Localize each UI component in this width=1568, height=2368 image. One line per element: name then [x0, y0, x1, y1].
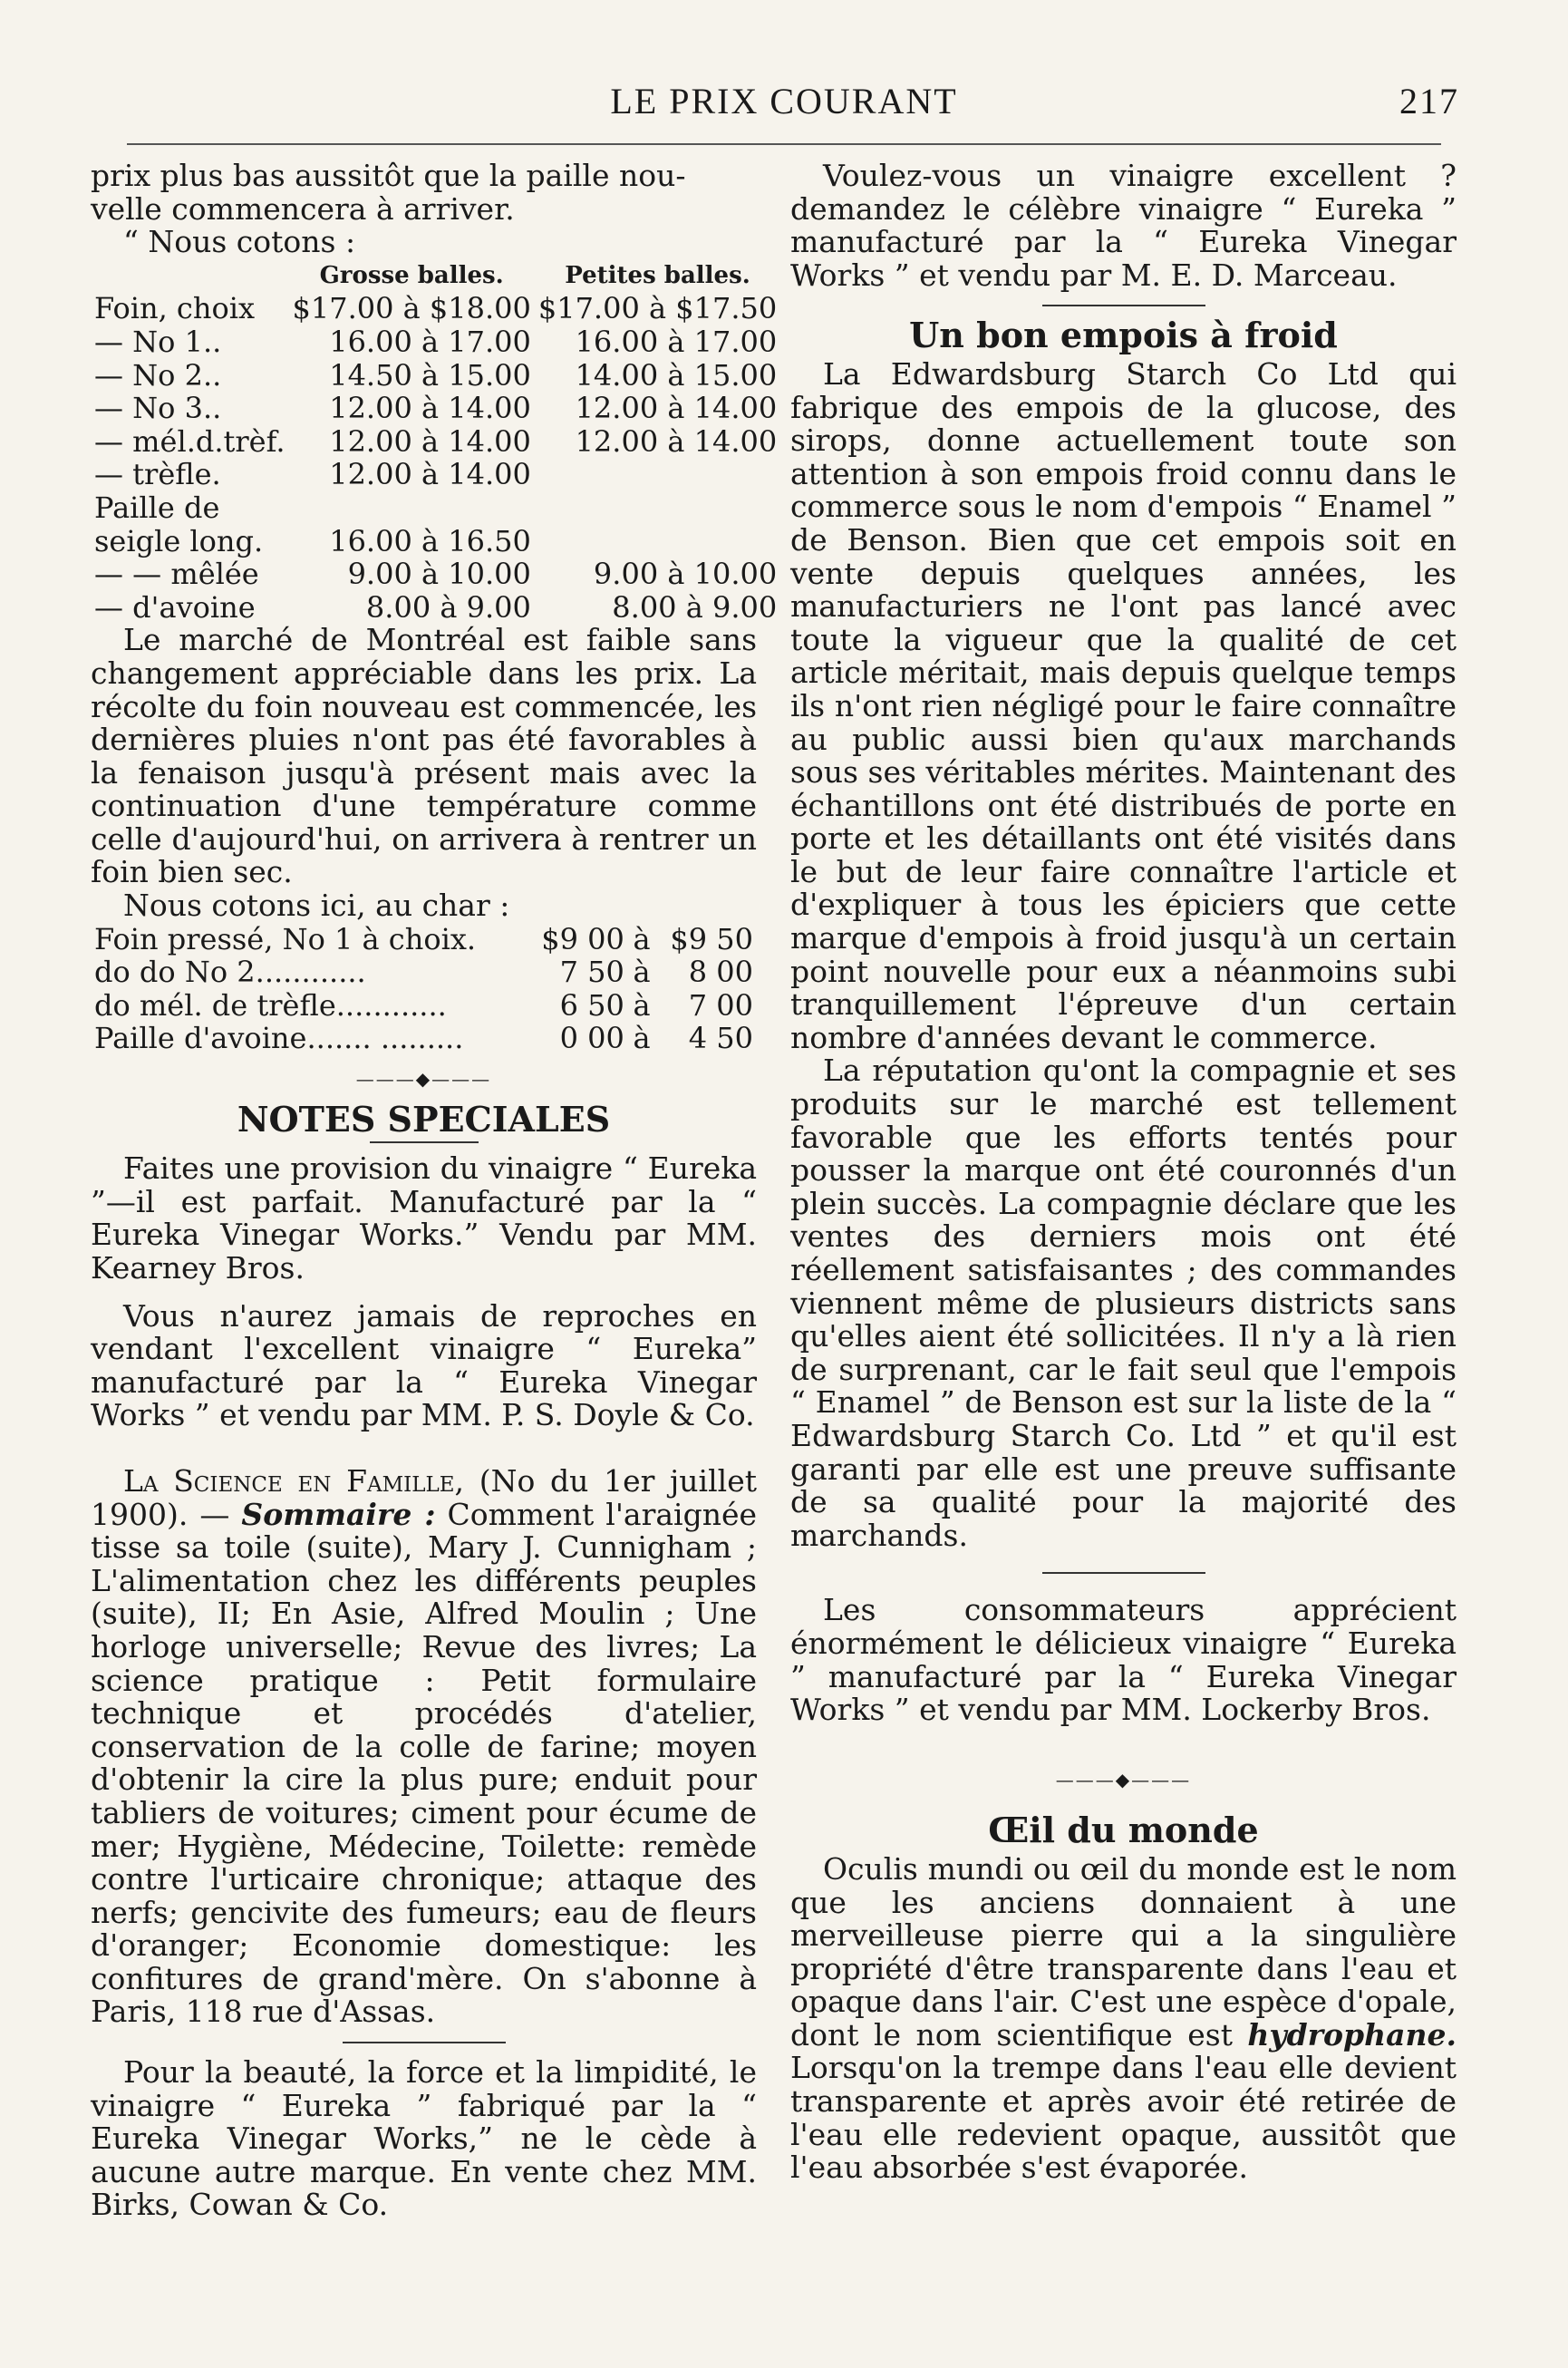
char-row-high: 8 00 [688, 955, 753, 990]
char-row-low: 0 00 [559, 1021, 624, 1056]
char-row-high: $9 50 [670, 921, 753, 956]
char-row-a: à [633, 1021, 651, 1056]
hay-price-row [91, 325, 780, 359]
beaute-text: Pour la beauté, la force et la limpidité, le vinaigre “ Eureka ” fabriqué par la “ Eureka Vinegar Works,” ne le cède à aucune autre marque. En vente chez MM. Birks, Cowan & Co. [91, 2054, 757, 2223]
cotons-label: “ Nous cotons : [123, 224, 356, 260]
divider [370, 1141, 479, 1143]
hay-row-label: — mél.d.trèf. [94, 423, 286, 459]
hay-row-grosse: 16.00 à 17.00 [329, 324, 531, 359]
oeil-paragraph [790, 1850, 1457, 2186]
char-row-a: à [633, 921, 651, 956]
hay-row-grosse: 14.50 à 15.00 [329, 357, 531, 393]
oeil-text-pre: Oculis mundi ou œil du monde est le nom que les anciens donnaient à une merveilleuse pierre qui a la singulière propriété d'être transparente dans l'eau et opaque dans l'air. C'est une espèce d'opale, dont le nom scientifique est [790, 1850, 1457, 2053]
empois-title: Un bon empois à froid [909, 315, 1338, 356]
page-number: 217 [1399, 81, 1459, 121]
hay-row-petites: 12.00 à 14.00 [575, 391, 778, 426]
hay-row-grosse: 12.00 à 14.00 [329, 423, 531, 459]
hay-row-label: Paille de [94, 490, 220, 525]
empois-paragraph-2: La réputation qu'ont la compagnie et ses produits sur le marché est tellement favorable que les efforts tentés pour pousser la marque ont été couronnés d'un plein succès. La compagnie déclare que les ventes des derniers mois ont été réellement satisfaisantes ; des commandes viennent même de plusieurs districts sans qu'elles aient été sollicitées. Il n'y a là rien de surprenant, car le fait seul que l'empois “ Enamel ” de Benson est sur la liste de la “ Edwardsburg Starch Co. Ltd ” et qu'il est garanti par elle est une preuve suffisante de sa qualité pour la majorité des marchands. [790, 1053, 1457, 1553]
intro-line-1: prix plus bas aussitôt que la paille nou- [91, 158, 686, 193]
oeil-text-post: Lorsqu'on la trempe dans l'eau elle devient transparente et après avoir été retirée de l'eau elle redevient opaque, aussitôt que l'eau absorbée s'est évaporée. [790, 2050, 1457, 2186]
hay-row-petites [535, 525, 780, 558]
science-text: Comment l'araignée tisse sa toile (suite), Mary J. Cunnigham ; L'alimentation chez les différents peuples (suite), II; En Asie, Alfred Moulin ; Une horloge universelle; Revue des livres; La science pratique : Petit formulaire technique et procédés d'atelier, conservation de la colle de farine; moyen d'obtenir la cire la plus pure; enduit pour tabliers de voitures; ciment pour écume de mer; Hygiène, Médecine, Toilette: remède contre l'urticaire chronique; attaque des nerfs; gencivite des fumeurs; eau de fleurs d'oranger; Economie domestique: les confitures de grand'mère. On s'abonne à Paris, 118 rue d'Assas. [91, 1496, 758, 2030]
note-2: Vous n'aurez jamais de reproches en vendant l'excellent vinaigre “ Eureka” manufacturé par la “ Eureka Vinegar Works ” et vendu par MM. P. S. Doyle & Co. [91, 1297, 757, 1433]
note-1: Faites une provision du vinaigre “ Eureka ”—il est parfait. Manufacturé par la “ Eureka Vinegar Works.” Vendu par MM. Kearney Bros. [91, 1150, 757, 1286]
hay-row-label: — No 1.. [94, 324, 222, 359]
hay-row-label: seigle long. [94, 523, 264, 558]
char-row-label: Paille d'avoine....... ......... [94, 1021, 464, 1056]
hay-price-table [91, 259, 780, 625]
hay-row-petites: 8.00 à 9.00 [612, 589, 778, 625]
hay-price-row [91, 292, 780, 325]
hay-row-grosse: 8.00 à 9.00 [365, 589, 531, 625]
hay-row-grosse: 12.00 à 14.00 [329, 457, 531, 492]
char-row-a: à [633, 955, 651, 990]
divider [1042, 1572, 1205, 1574]
char-price-row [91, 956, 757, 989]
header-rule [127, 143, 1441, 145]
char-row-a: à [633, 987, 651, 1023]
hay-price-row [91, 458, 780, 491]
oeil-title: Œil du monde [988, 1810, 1259, 1851]
char-price-row [91, 989, 757, 1023]
hay-price-row [91, 359, 780, 393]
hay-row-label: — — mêlée [94, 557, 259, 592]
hay-price-row [91, 558, 780, 591]
market-text: Le marché de Montréal est faible sans changement appréciable dans les prix. La récolte du foin nouveau est commencée, les dernières pluies n'ont pas été favorables à la fenaison jusqu'à présent mais avec la continuation d'une température comme celle d'aujourd'hui, on arrivera à rentrer un foin bien sec. [91, 622, 757, 890]
char-price-table [91, 923, 757, 1055]
divider [1042, 305, 1205, 306]
consommateurs-text: Les consommateurs apprécient énormément le délicieux vinaigre “ Eureka ” manufacturé par la “ Eureka Vinegar Works ” et vendu par MM. Lockerby Bros. [790, 1592, 1457, 1728]
vinaigre-text: Voulez-vous un vinaigre excellent ? demandez le célèbre vinaigre “ Eureka ” manufacturé par la “ Eureka Vinegar Works ” et vendu par M. E. D. Marceau. [790, 158, 1457, 293]
intro-line-2: velle commencera à arriver. [91, 190, 515, 227]
hay-table-header [91, 259, 780, 293]
right-column [790, 160, 1457, 2185]
hay-row-petites [535, 458, 780, 491]
hay-row-grosse: 9.00 à 10.00 [347, 557, 531, 592]
hay-row-grosse [288, 491, 534, 525]
science-paragraph [91, 1462, 758, 2030]
char-price-row [91, 923, 757, 956]
char-price-row [91, 1022, 757, 1055]
hay-price-row [91, 525, 780, 558]
char-row-label: do do No 2............ [94, 955, 366, 990]
hay-row-petites [535, 491, 780, 525]
char-row-label: do mél. de trèfle............ [94, 987, 447, 1023]
notes-title: NOTES SPECIALES [237, 1098, 611, 1140]
hay-row-grosse: $17.00 à $18.00 [292, 291, 531, 326]
divider [343, 2042, 506, 2043]
hay-price-row [91, 425, 780, 459]
science-title: La Science en Famille, [123, 1462, 465, 1499]
hay-table-body [91, 292, 780, 624]
empois-paragraph-1: La Edwardsburg Starch Co Ltd qui fabrique des empois de la glucose, des sirops, donne actuellement toute son attention à son empois froid connu dans le commerce sous le nom d'empois “ Enamel ” de Benson. Bien que cet empois soit en vente depuis quelques années, les manufacturiers ne l'ont pas lancé avec toute la vigueur que la qualité de cet article méritait, mais depuis quelque temps ils n'ont rien négligé pour le faire connaître au public aussi bien qu'aux marchands sous ses véritables mérites. Maintenant des échantillons ont été distribués de porte en porte et les détaillants ont été visités dans le but de leur faire connaître l'article et d'expliquer à tous les épiciers que cette marque d'empois à froid jusqu'à un certain point nouvelle pour eux a néanmoins subi tranquillement l'épreuve d'un certain nombre d'années devant le commerce. [790, 355, 1457, 1055]
hay-row-petites: $17.00 à $17.50 [537, 291, 778, 326]
hay-row-petites: 16.00 à 17.00 [575, 324, 778, 359]
ornament-divider: ———◆——— [1055, 1768, 1192, 1791]
hay-price-row [91, 591, 780, 625]
header-petites-balles: Petites balles. [565, 261, 750, 289]
hay-price-row [91, 392, 780, 425]
page-header [91, 80, 1477, 134]
hay-row-label: — d'avoine [94, 589, 256, 625]
hay-row-label: — No 2.. [94, 357, 222, 393]
hay-row-label: Foin, choix [94, 291, 255, 326]
hay-row-petites: 12.00 à 14.00 [575, 423, 778, 459]
science-sommaire: Sommaire : [241, 1496, 436, 1532]
hay-row-label: — trèfle. [94, 457, 221, 492]
oeil-term: hydrophane. [1247, 2016, 1457, 2053]
hay-row-grosse: 12.00 à 14.00 [329, 391, 531, 426]
header-grosse-balles: Grosse balles. [319, 261, 504, 289]
char-row-high: 4 50 [688, 1021, 753, 1056]
hay-price-row [91, 491, 780, 525]
char-row-low: $9 00 [541, 921, 624, 956]
hay-row-grosse: 16.00 à 16.50 [329, 523, 531, 558]
char-row-low: 7 50 [559, 955, 624, 990]
hay-row-petites: 9.00 à 10.00 [593, 557, 778, 592]
ornament-divider: ———◆——— [355, 1068, 492, 1091]
science-issue: (No du 1er juillet 1900). — [91, 1462, 757, 1532]
char-row-label: Foin pressé, No 1 à choix. [94, 921, 477, 956]
char-label: Nous cotons ici, au char : [123, 888, 510, 924]
hay-row-label: — No 3.. [94, 391, 222, 426]
left-column [91, 158, 778, 2223]
char-row-low: 6 50 [559, 987, 624, 1023]
char-row-high: 7 00 [688, 987, 753, 1023]
page-title: LE PRIX COURANT [610, 81, 958, 121]
hay-row-petites: 14.00 à 15.00 [575, 357, 778, 393]
char-table-body [91, 923, 757, 1055]
